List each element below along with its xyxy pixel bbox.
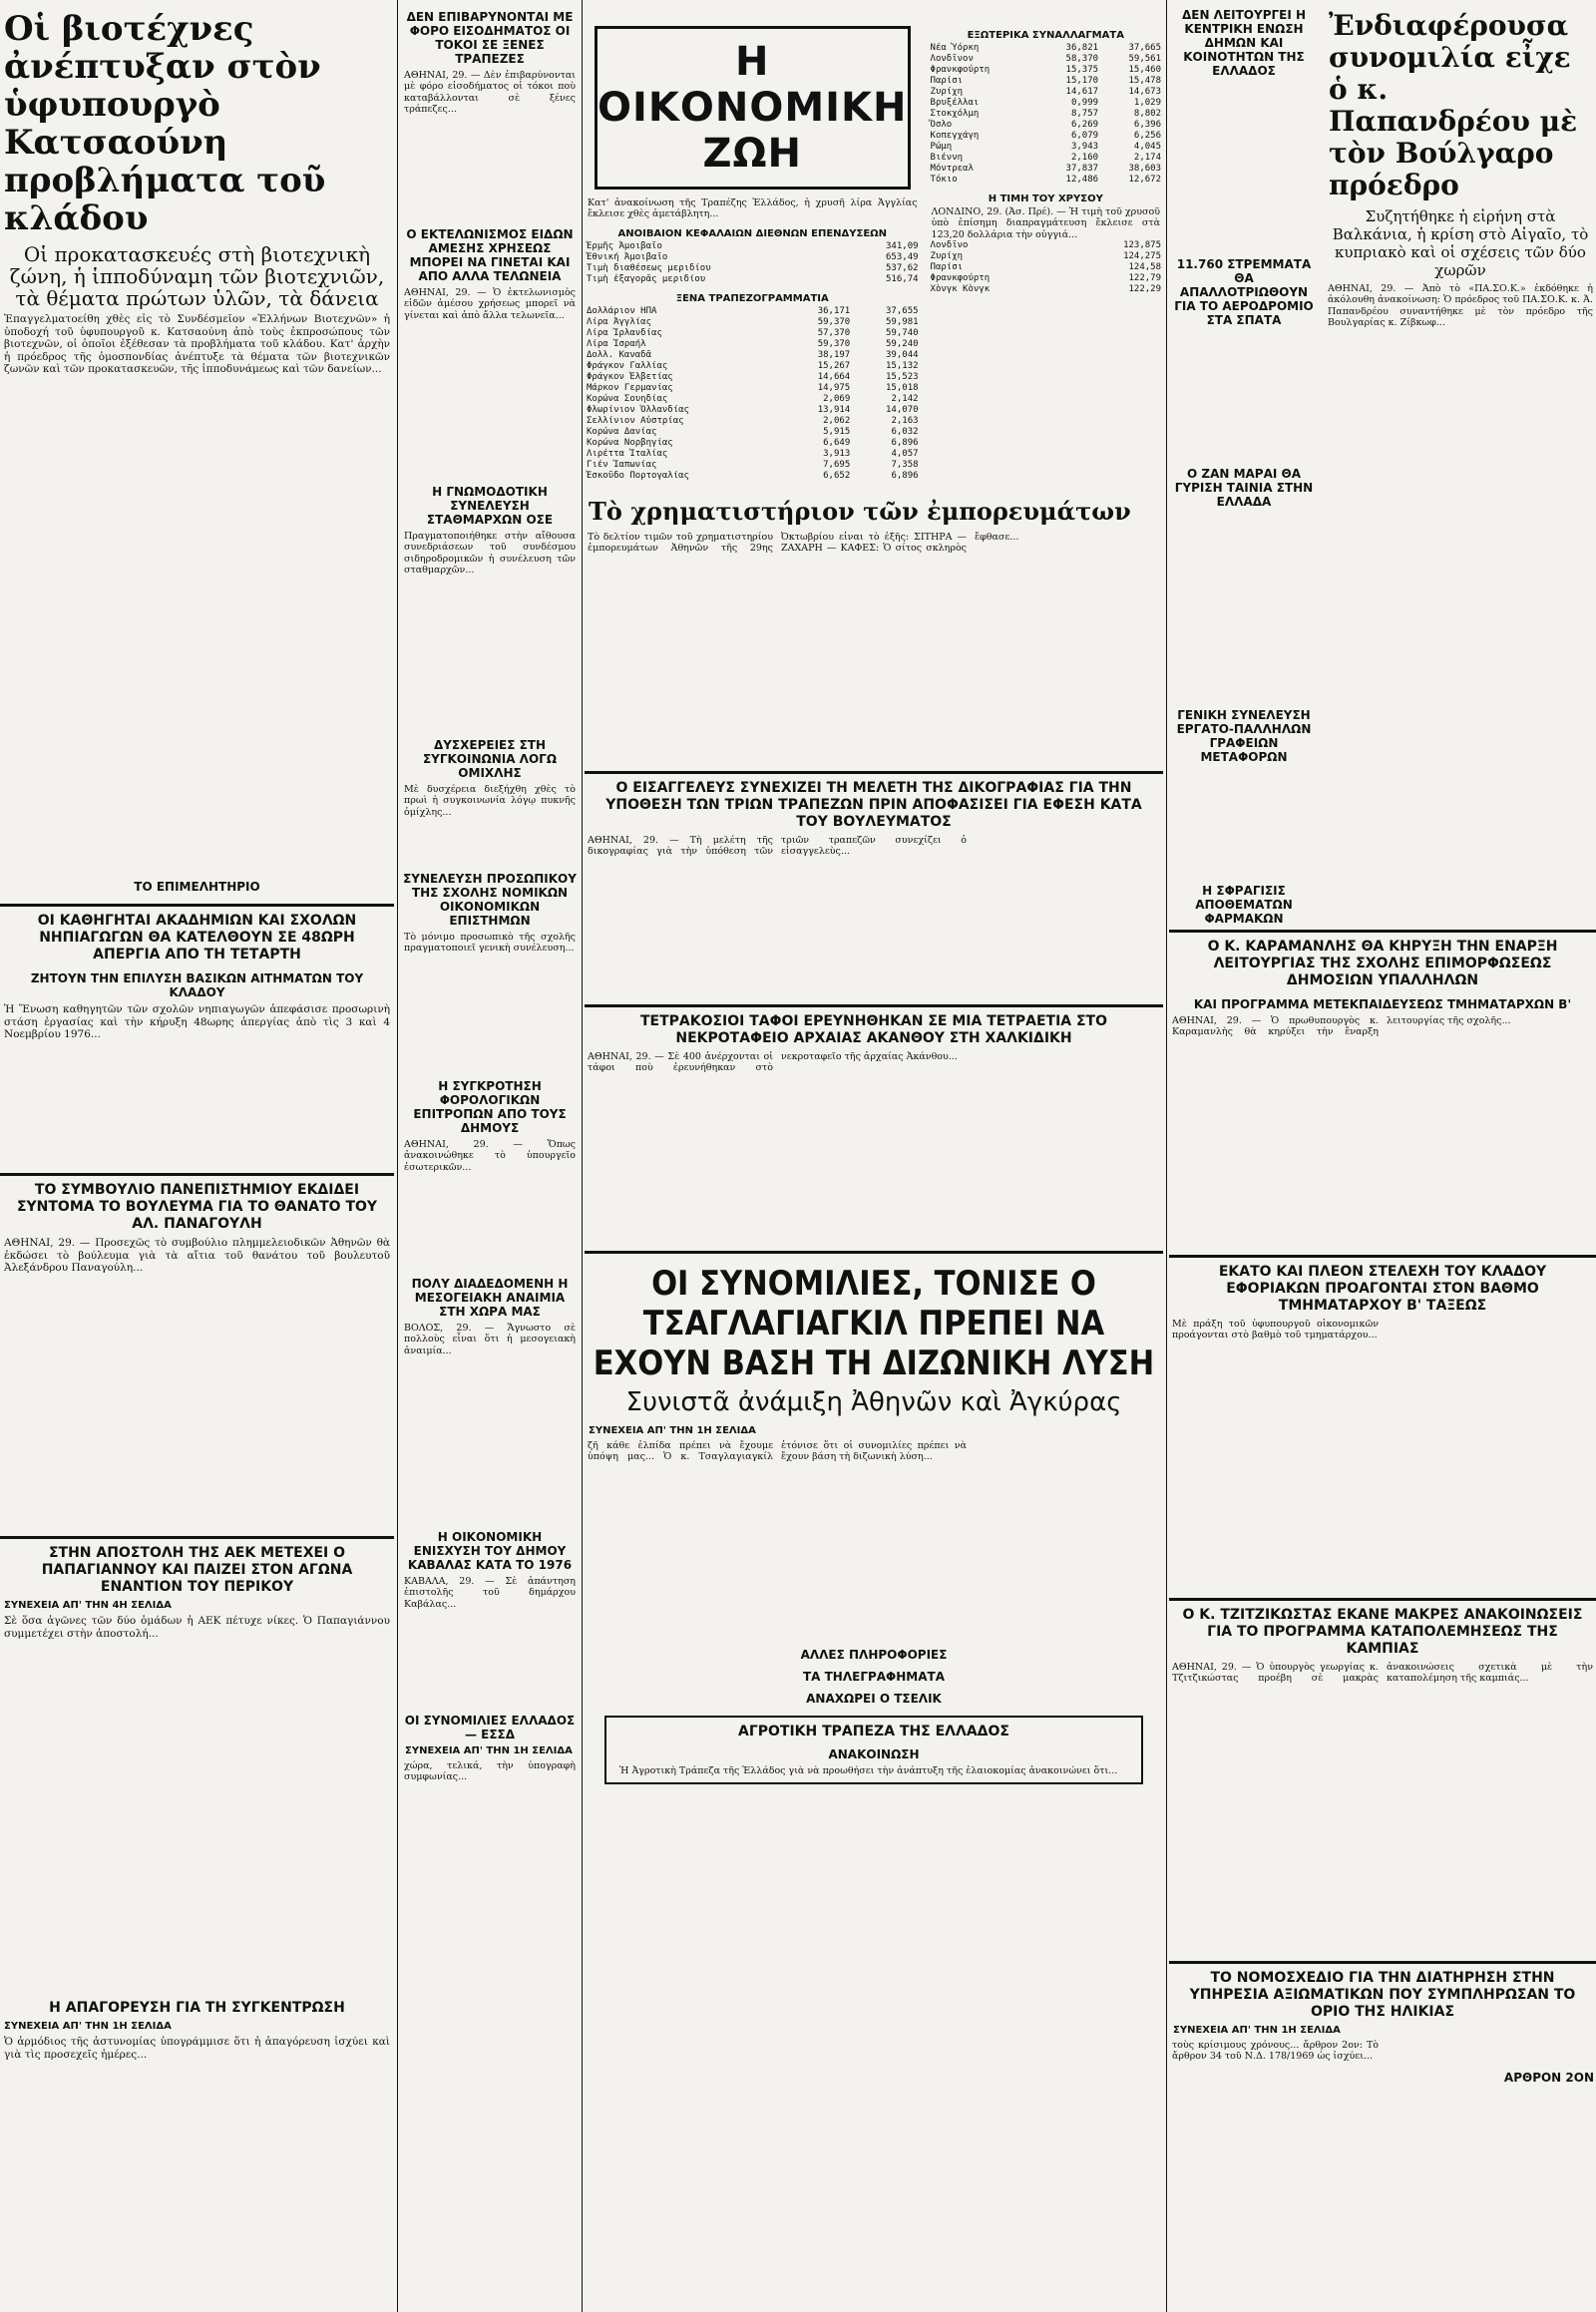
table-cell-label: Χὸνγκ Κὸνγκ bbox=[930, 284, 991, 295]
article-body: ζῆ κάθε ἐλπίδα πρέπει νὰ ἔχουμε ὑπόψη μας... Ὁ κ. Τσαγλαγιαγκίλ ἐτόνισε ὅτι οἱ συνομιλίες πρέπει νὰ ἔχουν βάση τὴ διζωνικὴ λύση... bbox=[588, 1439, 967, 1463]
article-headline: Ο ΕΚΤΕΛΩΝΙΣΜΟΣ ΕΙΔΩΝ ΑΜΕΣΗΣ ΧΡΗΣΕΩΣ ΜΠΟΡΕΙ ΝΑ ΓΙΝΕΤΑΙ ΚΑΙ ΑΠΟ ΑΛΛΑ ΤΕΛΩΝΕΙΑ bbox=[406, 227, 574, 283]
column-divider bbox=[1166, 0, 1167, 2312]
table-cell-value: 6,269 bbox=[1070, 120, 1099, 130]
table-cell-value: 3,913 bbox=[823, 448, 851, 459]
table-cell-label: Ζυρίχη bbox=[930, 87, 964, 97]
table-cell-label: Λονδῖνον bbox=[930, 54, 974, 64]
article-subheadline: ΖΗΤΟΥΝ ΤΗΝ ΕΠΙΛΥΣΗ ΒΑΣΙΚΩΝ ΑΙΤΗΜΑΤΩΝ ΤΟΥ ΚΛΑΔΟΥ bbox=[30, 971, 364, 999]
table-cell-value: 2,069 bbox=[823, 393, 851, 404]
table-cell-value: 15,375 bbox=[1065, 65, 1099, 75]
table-cell-label: Στοκχόλμη bbox=[930, 109, 980, 119]
article-body: χώρα, τελικά, τὴν ὑπογραφὴ συμφωνίας... bbox=[404, 1760, 576, 1783]
gold-table bbox=[929, 240, 1163, 295]
section-heading: ΤΑ ΤΗΛΕΓΡΑΦΗΜΑΤΑ bbox=[802, 1669, 946, 1684]
section-rule bbox=[0, 1173, 394, 1176]
table-cell-value: 5,915 bbox=[823, 426, 851, 437]
article-headline: ΤΕΤΡΑΚΟΣΙΟΙ ΤΑΦΟΙ ΕΡΕΥΝΗΘΗΚΑΝ ΣΕ ΜΙΑ ΤΕΤΡΑΕΤΙΑ ΣΤΟ ΝΕΚΡΟΤΑΦΕΙΟ ΑΡΧΑΙΑΣ ΑΚΑΝΘΟΥ ΣΤΗ ΧΑΛΚΙΔΙΚΗ bbox=[639, 1012, 1108, 1046]
table-cell-label: Τόκιο bbox=[930, 175, 958, 185]
article-headline: Ο Κ. ΤΖΙΤΖΙΚΩΣΤΑΣ ΕΚΑΝΕ ΜΑΚΡΕΣ ΑΝΑΚΟΙΝΩΣΕΙΣ ΓΙΑ ΤΟ ΠΡΟΓΡΑΜΜΑ ΚΑΤΑΠΟΛΕΜΗΣΕΩΣ ΤΗΣ ΚΑΜΠΙΑΣ bbox=[1182, 1607, 1583, 1657]
table-cell-label: Μάρκον Γερμανίας bbox=[587, 382, 673, 393]
table-cell-value: 14,070 bbox=[886, 404, 919, 415]
table-cell-value: 8,802 bbox=[1133, 109, 1161, 119]
article-headline: Η ΑΠΑΓΟΡΕΥΣΗ ΓΙΑ ΤΗ ΣΥΓΚΕΝΤΡΩΣΗ bbox=[49, 2000, 345, 2016]
table-row bbox=[585, 471, 921, 482]
table-cell-label: Δολλάριον ΗΠΑ bbox=[587, 305, 657, 316]
table-cell-value: 123,875 bbox=[1123, 240, 1161, 251]
article-headline: Η ΣΦΡΑΓΙΣΙΣ ΑΠΟΘΕΜΑΤΩΝ ΦΑΡΜΑΚΩΝ bbox=[1195, 884, 1293, 926]
column-divider bbox=[397, 0, 398, 2312]
table-row bbox=[585, 394, 921, 405]
table-cell-value: 122,29 bbox=[1128, 284, 1161, 295]
table-cell-value: 59,370 bbox=[817, 316, 851, 327]
article-body: ΑΘΗΝΑΙ, 29. — Ὅπως ἀνακοινώθηκε τὸ ὑπουργεῖο ἐσωτερικῶν... bbox=[404, 1139, 576, 1173]
section-rule bbox=[1169, 1598, 1596, 1601]
table-cell-value: 6,896 bbox=[891, 470, 919, 481]
table-row bbox=[929, 153, 1163, 164]
table-row bbox=[929, 87, 1163, 98]
fund-table bbox=[585, 241, 921, 285]
table-cell-value: 6,652 bbox=[823, 470, 851, 481]
table-row bbox=[585, 405, 921, 416]
table-cell-value: 13,914 bbox=[817, 404, 851, 415]
table-cell-label: Φλωρίνιον Ὁλλανδίας bbox=[587, 404, 689, 415]
table-cell-value: 0,999 bbox=[1070, 98, 1099, 108]
table-row bbox=[929, 251, 1163, 262]
table-cell-value: 6,896 bbox=[891, 437, 919, 448]
table-cell-value: 59,370 bbox=[817, 338, 851, 349]
table-row bbox=[585, 252, 921, 263]
section-heading: ΤΟ ΕΠΙΜΕΛΗΤΗΡΙΟ bbox=[134, 880, 260, 894]
table-cell-value: 6,032 bbox=[891, 426, 919, 437]
table-row bbox=[929, 43, 1163, 54]
article-headline: ΣΥΝΕΛΕΥΣΗ ΠΡΟΣΩΠΙΚΟΥ ΤΗΣ ΣΧΟΛΗΣ ΝΟΜΙΚΩΝ ΟΙΚΟΝΟΜΙΚΩΝ ΕΠΙΣΤΗΜΩΝ bbox=[403, 872, 577, 928]
article-headline: Ο ΖΑΝ ΜΑΡΑΙ ΘΑ ΓΥΡΙΣΗ ΤΑΙΝΙΑ ΣΤΗΝ ΕΛΛΑΔΑ bbox=[1174, 467, 1314, 509]
table-cell-value: 39,044 bbox=[886, 349, 919, 360]
column-4 bbox=[1169, 0, 1596, 2312]
table-cell-label: Βιέννη bbox=[930, 153, 964, 163]
table-cell-value: 59,981 bbox=[886, 316, 919, 327]
table-title: ΕΞΩΤΕΡΙΚΑ ΣΥΝΑΛΛΑΓΜΑΤΑ bbox=[967, 30, 1124, 41]
table-cell-value: 341,09 bbox=[886, 240, 919, 251]
article-body: Σὲ ὅσα ἀγῶνες τῶν δύο ὁμάδων ἡ ΑΕΚ πέτυχε νίκες. Ὁ Παπαγιάννου συμμετέχει στὴν ἀποστολή... bbox=[4, 1615, 390, 1640]
table-cell-value: 59,561 bbox=[1128, 54, 1161, 64]
table-cell-value: 7,358 bbox=[891, 459, 919, 470]
article-headline: ΟΙ ΚΑΘΗΓΗΤΑΙ ΑΚΑΔΗΜΙΩΝ ΚΑΙ ΣΧΟΛΩΝ ΝΗΠΙΑΓΩΓΩΝ ΘΑ ΚΑΤΕΛΘΟΥΝ ΣΕ 48ΩΡΗ ΑΠΕΡΓΙΑ ΑΠΟ ΤΗ ΤΕΤΑΡΤΗ bbox=[37, 913, 357, 963]
section-rule bbox=[0, 1536, 394, 1539]
article-body: ΑΘΗΝΑΙ, 29. — Ὁ πρωθυπουργὸς κ. Καραμανλὴς θὰ κηρύξει τὴν ἔναρξη λειτουργίας τῆς σχολῆς... bbox=[1172, 1015, 1511, 1038]
table-row bbox=[929, 76, 1163, 87]
table-cell-value: 15,523 bbox=[886, 371, 919, 382]
lead-headline-right: Ἐνδιαφέρουσα συνομιλία εἶχε ὁ κ. Παπανδρέου μὲ τὸν Βούλγαρο πρόεδρο bbox=[1329, 9, 1578, 201]
article-headline: Η ΣΥΓΚΡΟΤΗΣΗ ΦΟΡΟΛΟΓΙΚΩΝ ΕΠΙΤΡΟΠΩΝ ΑΠΟ ΤΟΥΣ ΔΗΜΟΥΣ bbox=[413, 1079, 567, 1135]
article-body: Ἐπαγγελματοείθη χθὲς εἰς τὸ Συνδέσμεῖον «Ἑλλήνων Βιοτεχνῶν» ἡ ὑποδοχή τοῦ ὑφυπουργοῦ κ. Κατσαούνη ἀπὸ τοὺς ἐκπροσώπους τῶν βιοτεχνῶν, οἱ ὁποῖοι ἐξέθεσαν τὰ προβλήματα τοῦ κλάδου. Κατ' ἀρχὴν ἡ πρόεδρος τῆς ὁμοσπονδίας ἀνέπτυξε τὰ θέματα τῶν βιοτεχνικῶν ζωνῶν καὶ τῶν προκατασκευῶν, τῆς ἱπποδυνάμεως καὶ τῶν δανείων... bbox=[4, 313, 390, 376]
table-title: ΞΕΝΑ ΤΡΑΠΕΖΟΓΡΑΜΜΑΤΙΑ bbox=[675, 292, 829, 304]
banner-headline: ΟΙ ΣΥΝΟΜΙΛΙΕΣ, ΤΟΝΙΣΕ Ο ΤΣΑΓΛΑΓΙΑΓΚΙΛ ΠΡΕΠΕΙ ΝΑ ΕΧΟΥΝ ΒΑΣΗ ΤΗ ΔΙΖΩΝΙΚΗ ΛΥΣΗ bbox=[593, 1263, 1155, 1383]
lead-headline-left: Οἱ βιοτέχνες ἀνέπτυξαν στὸν ὑφυπουργὸ Κατσαούνη προβλήματα τοῦ κλάδου bbox=[4, 9, 326, 238]
table-row bbox=[929, 98, 1163, 109]
table-cell-label: Μόντρεαλ bbox=[930, 164, 974, 174]
table-cell-label: Δολλ. Καναδᾶ bbox=[587, 349, 652, 360]
article-subheadline: ΚΑΙ ΠΡΟΓΡΑΜΜΑ ΜΕΤΕΚΠΑΙΔΕΥΣΕΩΣ ΤΜΗΜΑΤΑΡΧΩΝ Β' bbox=[1193, 997, 1572, 1011]
table-cell-label: Κοπεγχάγη bbox=[930, 131, 980, 141]
table-cell-label: Παρίσι bbox=[930, 262, 964, 273]
article-headline: Ο ΕΙΣΑΓΓΕΛΕΥΣ ΣΥΝΕΧΙΖΕΙ ΤΗ ΜΕΛΕΤΗ ΤΗΣ ΔΙΚΟΓΡΑΦΙΑΣ ΓΙΑ ΤΗΝ ΥΠΟΘΕΣΗ ΤΩΝ ΤΡΙΩΝ ΤΡΑΠΕΖΩΝ ΠΡΙΝ ΑΠΟΦΑΣΙΣΕΙ ΓΙΑ ΕΦΕΣΗ ΚΑΤΑ ΤΟΥ ΒΟΥΛΕΥΜΑΤΟΣ bbox=[605, 779, 1142, 830]
article-body: ΑΘΗΝΑΙ, 29. — Τὴ μελέτη τῆς δικογραφίας γιὰ τὴν ὑπόθεση τῶν τριῶν τραπεζῶν συνεχίζει ὁ εἰσαγγελεὺς... bbox=[588, 834, 967, 858]
continuation-label: ΣΥΝΕΧΕΙΑ ΑΠ' ΤΗΝ 1Η ΣΕΛΙΔΑ bbox=[1173, 2025, 1341, 2036]
announcement-subtitle: ΑΝΑΚΟΙΝΩΣΗ bbox=[828, 1746, 920, 1761]
table-cell-value: 36,821 bbox=[1065, 43, 1099, 53]
table-row bbox=[929, 164, 1163, 175]
table-cell-value: 2,142 bbox=[891, 393, 919, 404]
table-cell-value: 14,617 bbox=[1065, 87, 1099, 97]
table-row bbox=[585, 372, 921, 383]
table-row bbox=[929, 284, 1163, 295]
article-headline: ΤΟ ΝΟΜΟΣΧΕΔΙΟ ΓΙΑ ΤΗΝ ΔΙΑΤΗΡΗΣΗ ΣΤΗΝ ΥΠΗΡΕΣΙΑ ΑΞΙΩΜΑΤΙΚΩΝ ΠΟΥ ΣΥΜΠΛΗΡΩΣΑΝ ΤΟ ΟΡΙΟ ΤΗΣ ΗΛΙΚΙΑΣ bbox=[1189, 1970, 1576, 2020]
table-cell-label: Φρανκφούρτη bbox=[930, 273, 991, 284]
article-body: Μὲ δυσχέρεια διεξήχθη χθὲς τὸ πρωὶ ἡ συγκοινωνία λόγῳ πυκνῆς ὁμίχλης... bbox=[404, 784, 576, 818]
banknote-table bbox=[585, 306, 921, 482]
table-cell-label: Λίρα Ἰρλανδίας bbox=[587, 327, 662, 338]
article-body: ΛΟΝΔΙΝΟ, 29. (Ἀσ. Πρέ). — Ἡ τιμὴ τοῦ χρυσοῦ ὑπὸ ἐπίσημη διαπραγμάτευση ἔκλεισε στὰ 123,20 δολλάρια τὴν οὐγγιά... bbox=[931, 206, 1160, 240]
table-cell-value: 14,975 bbox=[817, 382, 851, 393]
table-cell-label: Φράγκον Ἑλβετίας bbox=[587, 371, 673, 382]
table-cell-label: Ἐσκοῦδο Πορτογαλίας bbox=[587, 470, 689, 481]
continuation-label: ΣΥΝΕΧΕΙΑ ΑΠ' ΤΗΝ 1Η ΣΕΛΙΔΑ bbox=[589, 1424, 756, 1436]
table-row bbox=[929, 120, 1163, 131]
section-heading: ΑΡΘΡΟΝ 2ΟΝ bbox=[1503, 2070, 1594, 2085]
table-cell-value: 2,160 bbox=[1070, 153, 1099, 163]
table-row bbox=[929, 175, 1163, 186]
table-cell-value: 37,655 bbox=[886, 305, 919, 316]
continuation-label: ΣΥΝΕΧΕΙΑ ΑΠ' ΤΗΝ 4Η ΣΕΛΙΔΑ bbox=[4, 1600, 172, 1611]
table-cell-value: 6,649 bbox=[823, 437, 851, 448]
table-cell-value: 122,79 bbox=[1128, 273, 1161, 284]
table-row bbox=[929, 273, 1163, 284]
announcement-body: Ἡ Ἀγροτικὴ Τράπεζα τῆς Ἑλλάδος γιὰ νὰ προωθήσει τὴν ἀνάπτυξη τῆς ἐλαιοκομίας ἀνακοινώνει ὅτι... bbox=[619, 1764, 1118, 1776]
table-cell-value: 12,672 bbox=[1128, 175, 1161, 185]
table-cell-value: 15,132 bbox=[886, 360, 919, 371]
table-cell-label: Λιρέττα Ἰταλίας bbox=[587, 448, 668, 459]
table-cell-value: 58,370 bbox=[1065, 54, 1099, 64]
article-headline: Η ΟΙΚΟΝΟΜΙΚΗ ΕΝΙΣΧΥΣΗ ΤΟΥ ΔΗΜΟΥ ΚΑΒΑΛΑΣ ΚΑΤΑ ΤΟ 1976 bbox=[407, 1530, 573, 1572]
section-masthead: Η ΟΙΚΟΝΟΜΙΚΗ ΖΩΗ bbox=[595, 26, 911, 190]
table-row bbox=[585, 241, 921, 252]
section-heading: ΑΝΑΧΩΡΕΙ Ο ΤΣΕΛΙΚ bbox=[806, 1691, 942, 1706]
table-row bbox=[585, 306, 921, 317]
table-cell-value: 1,029 bbox=[1133, 98, 1161, 108]
table-row bbox=[585, 361, 921, 372]
table-cell-label: Βρυξέλλαι bbox=[930, 98, 980, 108]
article-headline: ΤΟ ΣΥΜΒΟΥΛΙΟ ΠΑΝΕΠΙΣΤΗΜΙΟΥ ΕΚΔΙΔΕΙ ΣΥΝΤΟΜΑ ΤΟ ΒΟΥΛΕΥΜΑ ΓΙΑ ΤΟ ΘΑΝΑΤΟ ΤΟΥ ΑΛ. ΠΑΝΑΓΟΥΛΗ bbox=[16, 1182, 378, 1232]
article-body: ΒΟΛΟΣ, 29. — Ἄγνωστο σὲ πολλοὺς εἶναι ὅτι ἡ μεσογειακὴ ἀναιμία... bbox=[404, 1323, 576, 1356]
article-body: ΚΑΒΑΛΑ, 29. — Σὲ ἀπάντηση ἐπιστολῆς τοῦ δημάρχου Καβάλας... bbox=[404, 1576, 576, 1610]
table-row bbox=[929, 65, 1163, 76]
table-row bbox=[585, 274, 921, 285]
table-cell-value: 59,240 bbox=[886, 338, 919, 349]
article-headline: Ο Κ. ΚΑΡΑΜΑΝΛΗΣ ΘΑ ΚΗΡΥΞΗ ΤΗΝ ΕΝΑΡΞΗ ΛΕΙΤΟΥΡΓΙΑΣ ΤΗΣ ΣΧΟΛΗΣ ΕΠΙΜΟΡΦΩΣΕΩΣ ΔΗΜΟΣΙΩΝ ΥΠΑΛΛΗΛΩΝ bbox=[1207, 939, 1558, 988]
article-body: Ἡ Ἕνωση καθηγητῶν τῶν σχολῶν νηπιαγωγῶν ἀπεφάσισε προσωρινὴ στάση ἐργασίας καὶ τὴν κήρυξη 48ωρης ἀπεργίας ἀπὸ τὶς 3 καὶ 4 Νοεμβρίου 1976... bbox=[4, 1003, 390, 1041]
table-cell-label: Λίρα Ἰσραήλ bbox=[587, 338, 646, 349]
table-cell-value: 6,079 bbox=[1070, 131, 1099, 141]
table-row bbox=[929, 109, 1163, 120]
article-body: Ὁ ἀρμόδιος τῆς ἀστυνομίας ὑπογράμμισε ὅτι ἡ ἀπαγόρευση ἰσχύει καὶ γιὰ τὶς προσεχεῖς ἡμέρες... bbox=[4, 2036, 390, 2061]
article-body: ΑΘΗΝΑΙ, 29. — Ἀπὸ τὸ «ΠΑ.ΣΟ.Κ.» ἐκδόθηκε ἡ ἀκόλουθη ἀνακοίνωση: Ὁ πρόεδρος τοῦ ΠΑ.ΣΟ.Κ. κ. Ἀ. Παπανδρέου συναντήθηκε μὲ τὸν πρόεδρο τῆς Βουλγαρίας κ. Ζίβκωφ... bbox=[1328, 283, 1593, 329]
banner-subheadline: Συνιστᾶ ἀνάμιξη Ἀθηνῶν καὶ Ἀγκύρας bbox=[625, 1386, 1122, 1417]
table-cell-label: Φρανκφούρτη bbox=[930, 65, 991, 75]
table-cell-value: 4,045 bbox=[1133, 142, 1161, 152]
table-row bbox=[585, 383, 921, 394]
exchange-table bbox=[929, 43, 1163, 186]
column-divider bbox=[582, 0, 583, 2312]
table-cell-value: 14,673 bbox=[1128, 87, 1161, 97]
table-cell-value: 38,197 bbox=[817, 349, 851, 360]
column-3 bbox=[585, 0, 1163, 2312]
table-cell-label: Ρώμη bbox=[930, 142, 953, 152]
table-cell-label: Ζυρίχη bbox=[930, 251, 964, 262]
section-rule bbox=[0, 904, 394, 907]
column-1 bbox=[0, 0, 394, 2312]
table-cell-label: Σελλίνιον Αὐστρίας bbox=[587, 415, 684, 426]
table-cell-value: 124,275 bbox=[1123, 251, 1161, 262]
article-body: ΑΘΗΝΑΙ, 29. — Ὁ ὑπουργὸς γεωργίας κ. Τζιτζικώστας προέβη σὲ μακρὰς ἀνακοινώσεις σχετικὰ μὲ τὴν καταπολέμηση τῆς καμπιάς... bbox=[1172, 1662, 1593, 1685]
table-cell-value: 653,49 bbox=[886, 251, 919, 262]
table-row bbox=[585, 317, 921, 328]
table-cell-label: Ἑρμῆς Ἀμοιβαῖο bbox=[587, 240, 662, 251]
article-body: ΑΘΗΝΑΙ, 29. — Δὲν ἐπιβαρύνονται μὲ φόρο εἰσοδήματος οἱ τόκοι ποὺ καταβάλλονται σὲ ξένες τράπεζες... bbox=[404, 70, 576, 116]
section-heading: ΑΛΛΕΣ ΠΛΗΡΟΦΟΡΙΕΣ bbox=[800, 1647, 948, 1662]
table-row bbox=[929, 54, 1163, 65]
article-headline: ΔΥΣΧΕΡΕΙΕΣ ΣΤΗ ΣΥΓΚΟΙΝΩΝΙΑ ΛΟΓΩ ΟΜΙΧΛΗΣ bbox=[422, 738, 558, 780]
table-row bbox=[585, 328, 921, 339]
announcement-box bbox=[604, 1716, 1143, 1784]
section-rule bbox=[1169, 930, 1596, 933]
table-cell-value: 2,062 bbox=[823, 415, 851, 426]
table-cell-value: 36,171 bbox=[817, 305, 851, 316]
table-title: Η ΤΙΜΗ ΤΟΥ ΧΡΥΣΟΥ bbox=[988, 193, 1103, 204]
table-cell-value: 124,58 bbox=[1128, 262, 1161, 273]
table-cell-value: 537,62 bbox=[886, 262, 919, 273]
table-cell-label: Φράγκον Γαλλίας bbox=[587, 360, 668, 371]
lead-subheadline-left: Οἱ προκατασκευές στὴ βιοτεχνικὴ ζώνη, ἡ ἱπποδύναμη τῶν βιοτεχνιῶν, τὰ θέματα πρώτων ὑλῶν, τὰ δάνεια bbox=[9, 242, 385, 310]
table-cell-label: Λονδῖνο bbox=[930, 240, 969, 251]
article-body: ΑΘΗΝΑΙ, 29. — Σὲ 400 ἀνέρχονται οἱ τάφοι ποὺ ἐρευνήθηκαν στὸ νεκροταφεῖο τῆς ἀρχαίας Ἀκάνθου... bbox=[588, 1050, 958, 1074]
column-2 bbox=[401, 0, 579, 2312]
article-headline: Η ΓΝΩΜΟΔΟΤΙΚΗ ΣΥΝΕΛΕΥΣΗ ΣΤΑΘΜΑΡΧΩΝ ΟΣΕ bbox=[426, 485, 554, 527]
article-headline: ΔΕΝ ΕΠΙΒΑΡΥΝΟΝΤΑΙ ΜΕ ΦΟΡΟ ΕΙΣΟΔΗΜΑΤΟΣ ΟΙ ΤΟΚΟΙ ΣΕ ΞΕΝΕΣ ΤΡΑΠΕΖΕΣ bbox=[406, 10, 574, 66]
table-row bbox=[585, 438, 921, 449]
article-headline: ΕΚΑΤΟ ΚΑΙ ΠΛΕΟΝ ΣΤΕΛΕΧΗ ΤΟΥ ΚΛΑΔΟΥ ΕΦΟΡΙΑΚΩΝ ΠΡΟΑΓΟΝΤΑΙ ΣΤΟΝ ΒΑΘΜΟ ΤΜΗΜΑΤΑΡΧΟΥ Β' ΤΑΞΕΩΣ bbox=[1218, 1264, 1547, 1314]
article-body: Μὲ πράξη τοῦ ὑφυπουργοῦ οἰκονομικῶν προάγονται στὸ βαθμὸ τοῦ τμηματάρχου... bbox=[1172, 1319, 1379, 1342]
article-headline: ΟΙ ΣΥΝΟΜΙΛΙΕΣ ΕΛΛΑΔΟΣ — ΕΣΣΔ bbox=[404, 1714, 576, 1741]
table-cell-label: Τιμὴ διαθέσεως μεριδίου bbox=[587, 262, 711, 273]
section-rule bbox=[585, 1004, 1163, 1007]
table-cell-value: 38,603 bbox=[1128, 164, 1161, 174]
table-cell-value: 2,174 bbox=[1133, 153, 1161, 163]
table-cell-value: 15,018 bbox=[886, 382, 919, 393]
article-headline: ΔΕΝ ΛΕΙΤΟΥΡΓΕΙ Η ΚΕΝΤΡΙΚΗ ΕΝΩΣΗ ΔΗΜΩΝ ΚΑΙ ΚΟΙΝΟΤΗΤΩΝ ΤΗΣ ΕΛΛΑΔΟΣ bbox=[1181, 8, 1307, 78]
announcement-title: ΑΓΡΟΤΙΚΗ ΤΡΑΠΕΖΑ ΤΗΣ ΕΛΛΑΔΟΣ bbox=[738, 1723, 1009, 1739]
table-cell-label: Παρίσι bbox=[930, 76, 964, 86]
section-rule bbox=[1169, 1961, 1596, 1964]
table-row bbox=[585, 339, 921, 350]
table-cell-value: 516,74 bbox=[886, 273, 919, 284]
table-cell-value: 12,486 bbox=[1065, 175, 1099, 185]
table-row bbox=[585, 449, 921, 460]
table-row bbox=[929, 240, 1163, 251]
table-cell-value: 2,163 bbox=[891, 415, 919, 426]
table-cell-label: Τιμὴ ἐξαγορᾶς μεριδίου bbox=[587, 273, 706, 284]
article-body: Κατ' ἀνακοίνωση τῆς Τραπέζης Ἑλλάδος, ἡ χρυσῆ λίρα Ἀγγλίας ἔκλεισε χθὲς ἀμετάβλητη... bbox=[588, 197, 918, 220]
table-cell-value: 8,757 bbox=[1070, 109, 1099, 119]
section-rule bbox=[1169, 1255, 1596, 1258]
table-row bbox=[585, 460, 921, 471]
table-cell-value: 37,837 bbox=[1065, 164, 1099, 174]
article-body: ΑΘΗΝΑΙ, 29. — Προσεχῶς τὸ συμβούλιο πλημμελειοδικῶν Ἀθηνῶν θὰ ἐκδώσει τὸ βούλευμα γιὰ τὰ αἴτια τοῦ θανάτου τοῦ βουλευτοῦ Ἀλεξάνδρου Παναγούλη... bbox=[4, 1237, 390, 1275]
continuation-label: ΣΥΝΕΧΕΙΑ ΑΠ' ΤΗΝ 1Η ΣΕΛΙΔΑ bbox=[405, 1745, 573, 1756]
section-rule bbox=[585, 771, 1163, 774]
table-cell-label: Νέα Ὑόρκη bbox=[930, 43, 980, 53]
section-rule bbox=[585, 1251, 1163, 1254]
table-title: ΑΝΟΙΒΑΙΟΝ ΚΕΦΑΛΑΙΩΝ ΔΙΕΘΝΩΝ ΕΠΕΝΔΥΣΕΩΝ bbox=[617, 227, 888, 239]
table-cell-value: 4,057 bbox=[891, 448, 919, 459]
table-cell-value: 15,460 bbox=[1128, 65, 1161, 75]
table-cell-value: 59,740 bbox=[886, 327, 919, 338]
table-cell-label: Λίρα Ἀγγλίας bbox=[587, 316, 652, 327]
table-cell-label: Κορώνα Δανίας bbox=[587, 426, 657, 437]
table-row bbox=[585, 427, 921, 438]
table-cell-label: Κορώνα Σουηδίας bbox=[587, 393, 668, 404]
table-cell-value: 3,943 bbox=[1070, 142, 1099, 152]
table-cell-label: Ἐθνική Ἀμοιβαῖο bbox=[587, 251, 668, 262]
continuation-label: ΣΥΝΕΧΕΙΑ ΑΠ' ΤΗΝ 1Η ΣΕΛΙΔΑ bbox=[4, 2021, 172, 2032]
table-cell-value: 7,695 bbox=[823, 459, 851, 470]
article-body: Πραγματοποιήθηκε στὴν αἴθουσα συνεδριάσεων τοῦ συνδέσμου σιδηροδρομικῶν ἡ συνέλευση τῶν σταθμαρχῶν... bbox=[404, 531, 576, 577]
article-body: ΑΘΗΝΑΙ, 29. — Ὁ ἐκτελωνισμὸς εἰδῶν ἀμέσου χρήσεως μπορεῖ νὰ γίνεται καὶ ἀπὸ ἄλλα τελωνεῖα... bbox=[404, 287, 576, 321]
table-cell-label: Ὄσλο bbox=[930, 120, 953, 130]
article-headline: ΣΤΗΝ ΑΠΟΣΤΟΛΗ ΤΗΣ ΑΕΚ ΜΕΤΕΧΕΙ Ο ΠΑΠΑΓΙΑΝΝΟΥ ΚΑΙ ΠΑΙΖΕΙ ΣΤΟΝ ΑΓΩΝΑ ΕΝΑΝΤΙΟΝ ΤΟΥ ΠΕΡΙΚΟΥ bbox=[41, 1545, 353, 1595]
table-row bbox=[929, 131, 1163, 142]
table-cell-value: 15,267 bbox=[817, 360, 851, 371]
table-row bbox=[585, 416, 921, 427]
table-cell-value: 57,370 bbox=[817, 327, 851, 338]
table-cell-value: 6,396 bbox=[1133, 120, 1161, 130]
article-headline: ΓΕΝΙΚΗ ΣΥΝΕΛΕΥΣΗ ΕΡΓΑΤΟ-ΠΑΛΛΗΛΩΝ ΓΡΑΦΕΙΩΝ ΜΕΤΑΦΟΡΩΝ bbox=[1176, 708, 1312, 764]
table-cell-value: 14,664 bbox=[817, 371, 851, 382]
table-cell-value: 37,665 bbox=[1128, 43, 1161, 53]
lead-subheadline-right: Συζητήθηκε ἡ εἰρήνη στὰ Βαλκάνια, ἡ κρίση στὸ Αἰγαῖο, τὸ κυπριακὸ καὶ οἱ σχέσεις τῶν δύο χωρῶν bbox=[1332, 207, 1589, 279]
table-cell-value: 15,478 bbox=[1128, 76, 1161, 86]
article-body: τοὺς κρίσιμους χρόνους... ἄρθρον 2ον: Τὸ ἄρθρον 34 τοῦ Ν.Δ. 178/1969 ὡς ἰσχύει... bbox=[1172, 2040, 1379, 2063]
article-headline: Τὸ χρηματιστήριον τῶν ἐμπορευμάτων bbox=[589, 496, 1131, 526]
table-cell-label: Γιέν Ἰαπωνίας bbox=[587, 459, 657, 470]
table-cell-label: Κορώνα Νορβηγίας bbox=[587, 437, 673, 448]
article-headline: ΠΟΛΥ ΔΙΑΔΕΔΟΜΕΝΗ Η ΜΕΣΟΓΕΙΑΚΗ ΑΝΑΙΜΙΑ ΣΤΗ ΧΩΡΑ ΜΑΣ bbox=[411, 1277, 569, 1319]
table-row bbox=[929, 142, 1163, 153]
table-cell-value: 15,170 bbox=[1065, 76, 1099, 86]
table-row bbox=[585, 263, 921, 274]
article-body: Τὸ μόνιμο προσωπικὸ τῆς σχολῆς πραγματοποιεῖ γενικὴ συνέλευση... bbox=[404, 932, 576, 955]
table-row bbox=[585, 350, 921, 361]
article-body: Τὸ δελτίον τιμῶν τοῦ χρηματιστηρίου ἐμπορευμάτων Ἀθηνῶν τῆς 29ης Ὀκτωβρίου εἶναι τὸ ἑξῆς: ΣΙΤΗΡΑ — ΖΑΧΑΡΗ — ΚΑΦΕΣ: Ὁ σίτος σκληρὸς ἔφθασε... bbox=[588, 531, 1019, 555]
table-row bbox=[929, 262, 1163, 273]
article-headline: 11.760 ΣΤΡΕΜΜΑΤΑ ΘΑ ΑΠΑΛΛΟΤΡΙΩΘΟΥΝ ΓΙΑ ΤΟ ΑΕΡΟΔΡΟΜΙΟ ΣΤΑ ΣΠΑΤΑ bbox=[1174, 257, 1314, 327]
table-cell-value: 6,256 bbox=[1133, 131, 1161, 141]
